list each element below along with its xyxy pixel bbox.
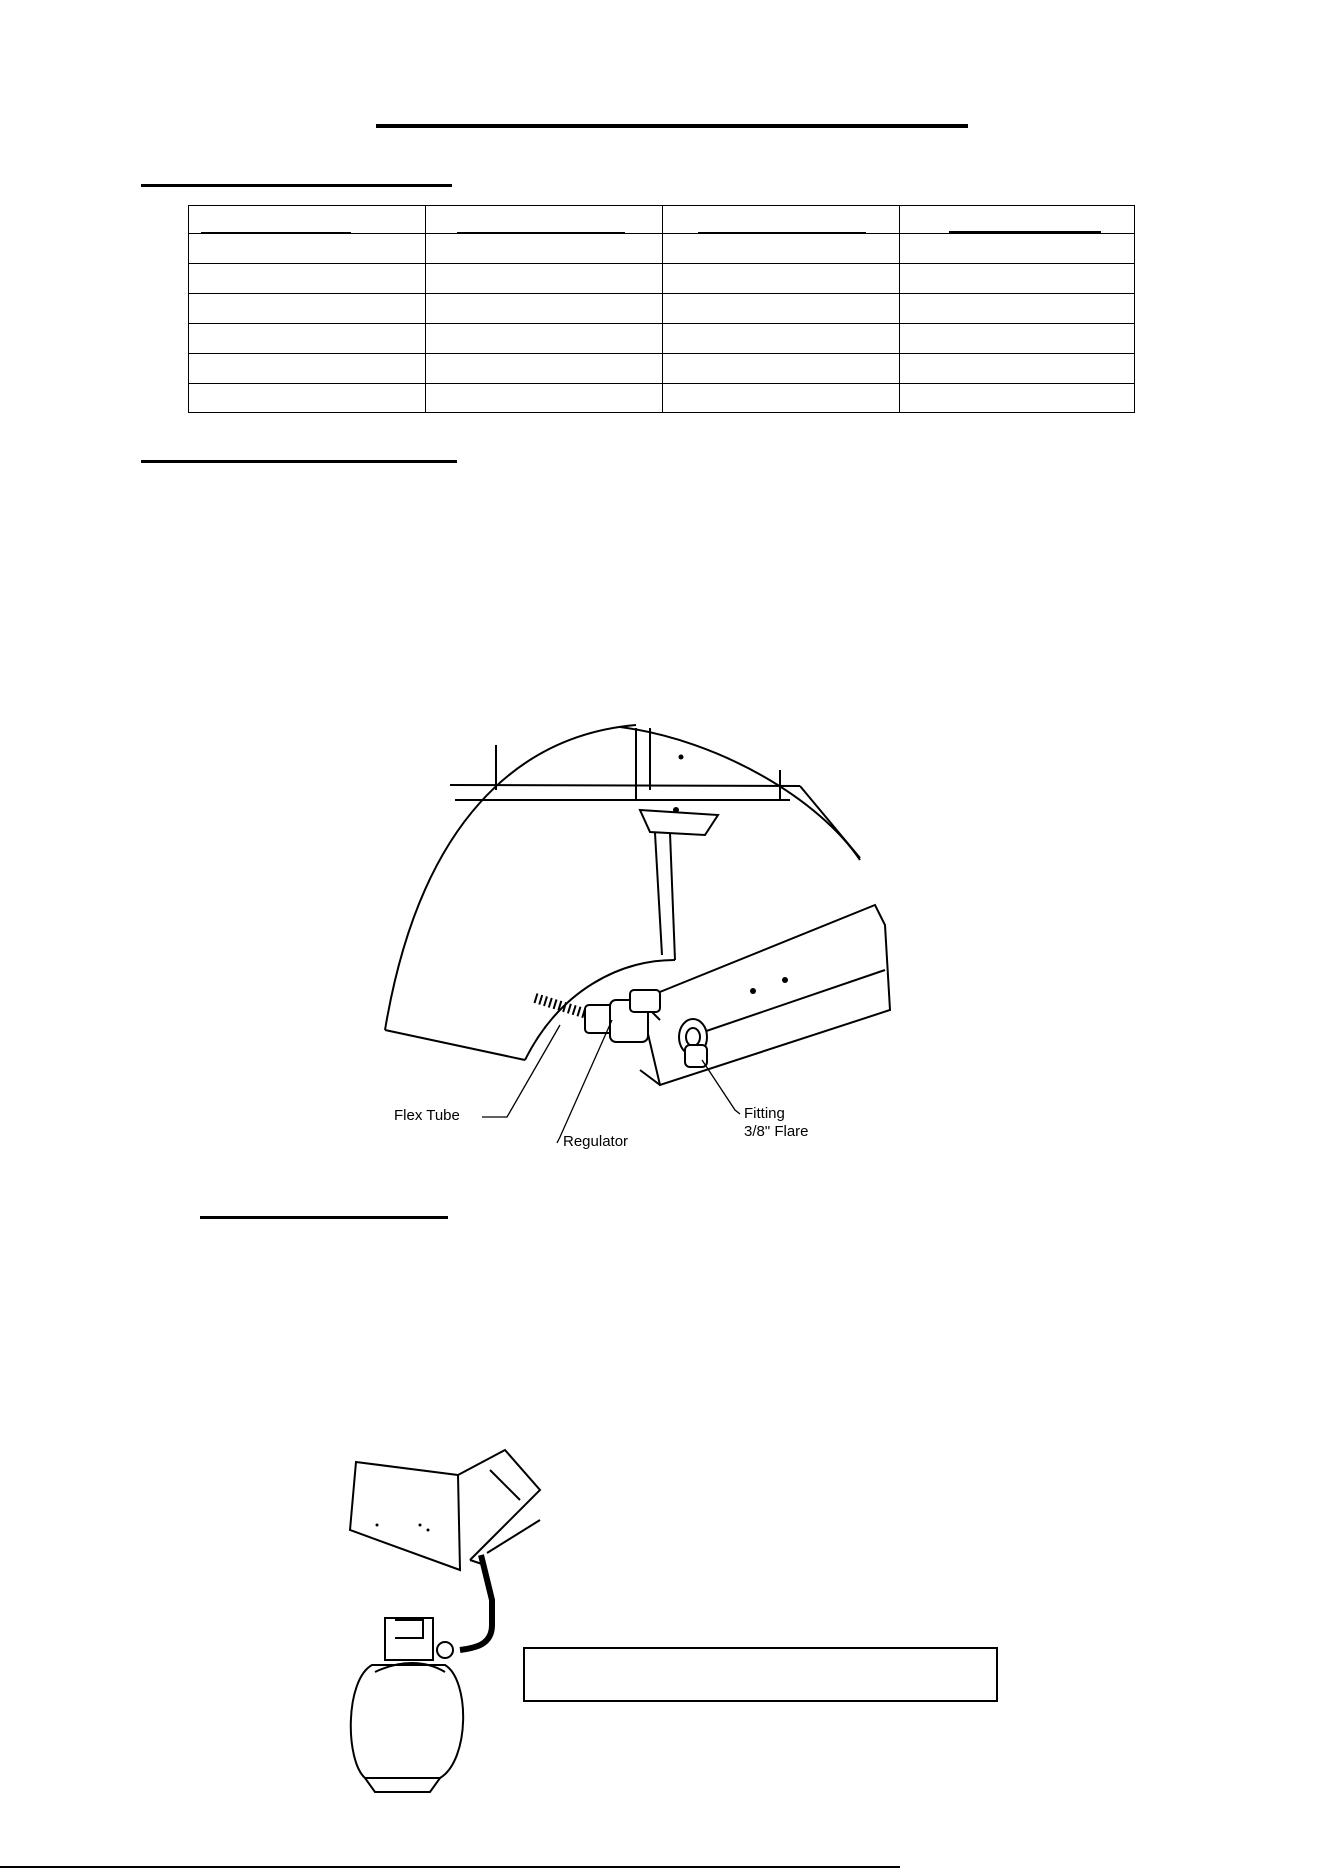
flex-tube-label: Flex Tube [394, 1107, 460, 1124]
flex-tube-leader [482, 1025, 560, 1117]
page-title-underline [376, 124, 968, 128]
column-header-2-underline [457, 232, 625, 233]
column-header-3-underline [698, 232, 866, 233]
table-row [189, 383, 1134, 384]
section-1-heading-underline [141, 184, 452, 187]
fitting-leader [702, 1060, 740, 1114]
regulator-leader [557, 1020, 612, 1143]
table-row [189, 263, 1134, 264]
note-box [523, 1647, 998, 1702]
table-row [189, 353, 1134, 354]
column-header-1-underline [201, 232, 351, 233]
specification-table [188, 205, 1135, 413]
flex-tube-illustration [535, 998, 600, 1018]
footer-rule [0, 1866, 900, 1868]
table-row [189, 293, 1134, 294]
note-box-text [525, 1649, 996, 1677]
heater-head-illustration [350, 1462, 460, 1570]
section-2-heading-underline [141, 460, 457, 463]
table-row [189, 323, 1134, 324]
fitting-label: Fitting [744, 1105, 785, 1122]
section-3-heading-underline [200, 1216, 448, 1219]
column-header-4-underline [949, 231, 1101, 234]
regulator-label: Regulator [563, 1133, 629, 1150]
fitting-size-label: 3/8" Flare [744, 1123, 809, 1140]
